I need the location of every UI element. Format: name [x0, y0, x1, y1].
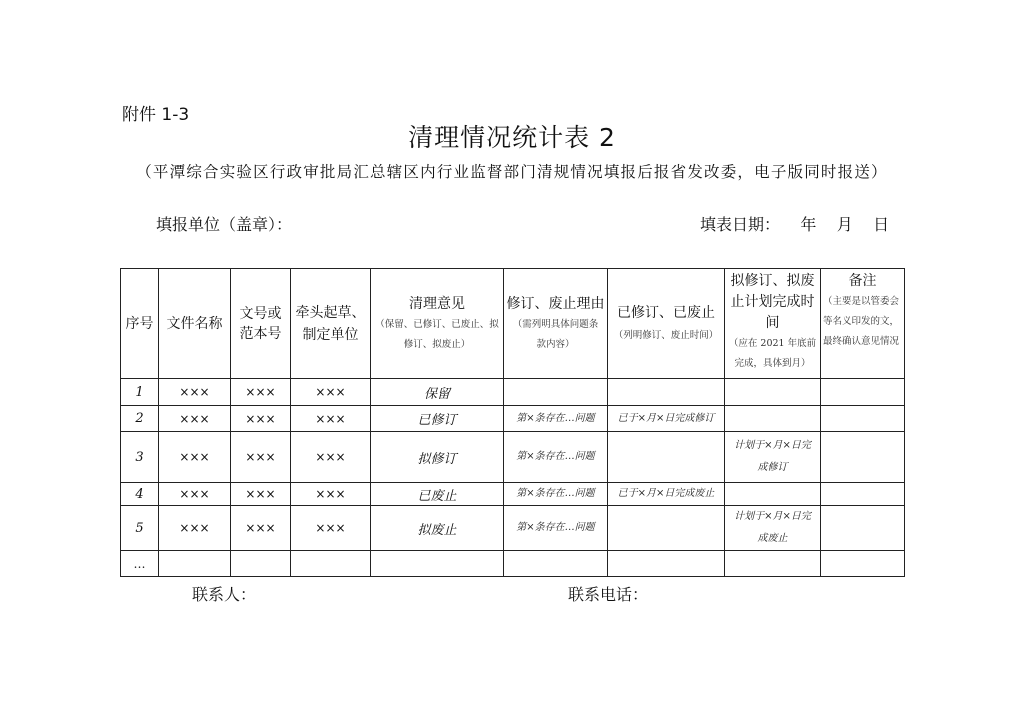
header-reason: 修订、废止理由 （需列明具体问题条款内容） [504, 269, 608, 379]
cell-file-name: ××× [159, 432, 231, 483]
fill-date-label: 填表日期： [700, 215, 781, 234]
cell-file-name: ××× [159, 483, 231, 506]
table-row [121, 432, 905, 483]
header-remark: 备注 （主要是以管委会等名义印发的文，最终确认意见情况 [821, 269, 905, 379]
cell-reason: 第×条存在…问题 [504, 406, 608, 432]
cell-reason: 第×条存在…问题 [504, 432, 608, 483]
statistics-table [120, 268, 905, 577]
cell-remark [821, 506, 905, 551]
cell-reason [504, 379, 608, 406]
cell-remark [821, 432, 905, 483]
cell-seq: 1 [121, 379, 159, 406]
table-row [121, 406, 905, 432]
cell-lead: ××× [291, 379, 371, 406]
attachment-label: 附件 1-3 [122, 105, 190, 125]
cell-done: 已于×月×日完成修订 [608, 406, 725, 432]
cell-opinion: 已废止 [371, 483, 504, 506]
cell-opinion: 保留 [371, 379, 504, 406]
cell-reason: 第×条存在…问题 [504, 506, 608, 551]
cell-done [608, 379, 725, 406]
header-plan: 拟修订、拟废止计划完成时间 （应在 2021 年底前完成，具体到月） [725, 269, 821, 379]
header-seq: 序号 [121, 269, 159, 379]
cell-plan: 计划于×月×日完成废止 [725, 506, 821, 551]
cell-doc-no: ××× [231, 406, 291, 432]
cell-done [608, 506, 725, 551]
cell-plan [725, 483, 821, 506]
fill-date [700, 212, 889, 235]
cell-plan [725, 406, 821, 432]
cell-plan [725, 379, 821, 406]
cell-remark [821, 406, 905, 432]
cell-lead: ××× [291, 506, 371, 551]
cell-plan: 计划于×月×日完成修订 [725, 432, 821, 483]
table-row [121, 483, 905, 506]
cell-doc-no: ××× [231, 483, 291, 506]
document-title: 清理情况统计表 2 [408, 123, 616, 152]
cell-ellipsis: … [121, 551, 159, 577]
header-opinion: 清理意见 （保留、已修订、已废止、拟修订、拟废止） [371, 269, 504, 379]
table-row-ellipsis [121, 551, 905, 577]
cell-doc-no: ××× [231, 379, 291, 406]
document-subtitle: （平潭综合实验区行政审批局汇总辖区内行业监督部门清规情况填报后报省发改委，电子版同时报送） [136, 163, 888, 181]
cell-seq: 2 [121, 406, 159, 432]
header-lead-unit: 牵头起草、制定单位 [291, 269, 371, 379]
table-row [121, 506, 905, 551]
cell-done [608, 432, 725, 483]
cell-remark [821, 379, 905, 406]
cell-doc-no: ××× [231, 432, 291, 483]
cell-lead: ××× [291, 432, 371, 483]
date-month: 月 [836, 215, 853, 234]
contact-label: 联系人： [192, 585, 257, 604]
cell-reason: 第×条存在…问题 [504, 483, 608, 506]
cell-doc-no: ××× [231, 506, 291, 551]
date-year: 年 [800, 215, 817, 234]
cell-lead: ××× [291, 406, 371, 432]
cell-remark [821, 483, 905, 506]
header-file-name: 文件名称 [159, 269, 231, 379]
cell-seq: 5 [121, 506, 159, 551]
date-day: 日 [873, 215, 890, 234]
cell-opinion: 已修订 [371, 406, 504, 432]
cell-lead: ××× [291, 483, 371, 506]
cell-opinion: 拟修订 [371, 432, 504, 483]
cell-seq: 4 [121, 483, 159, 506]
fill-unit-label: 填报单位（盖章）： [156, 215, 293, 234]
header-done: 已修订、已废止（列明修订、废止时间） [608, 269, 725, 379]
cell-file-name: ××× [159, 506, 231, 551]
header-doc-no: 文号或范本号 [231, 269, 291, 379]
cell-opinion: 拟废止 [371, 506, 504, 551]
cell-file-name: ××× [159, 406, 231, 432]
table-row [121, 379, 905, 406]
header-row [121, 269, 905, 379]
cell-done: 已于×月×日完成废止 [608, 483, 725, 506]
cell-file-name: ××× [159, 379, 231, 406]
cell-seq: 3 [121, 432, 159, 483]
phone-label: 联系电话： [568, 585, 649, 604]
